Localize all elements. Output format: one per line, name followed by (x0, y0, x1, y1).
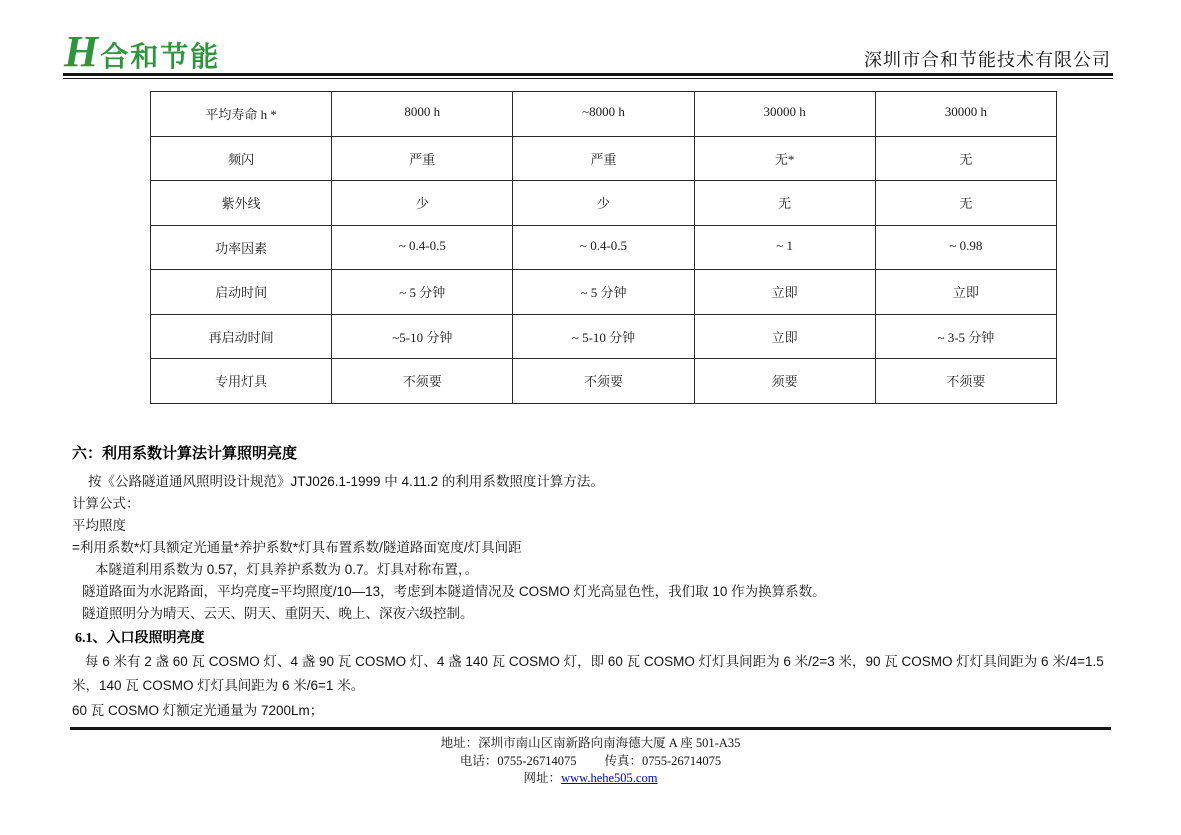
table-row (151, 181, 1057, 226)
table-row-label: 专用灯具 (151, 359, 332, 404)
table-cell: 无* (694, 136, 875, 181)
table-row (151, 225, 1057, 270)
table-cell: ~ 0.4-0.5 (332, 225, 513, 270)
table-cell: 不须要 (875, 359, 1056, 404)
website-link[interactable]: www.hehe505.com (561, 771, 658, 785)
footer-website (0, 770, 1181, 788)
paragraph-standard-reference: 按《公路隧道通风照明设计规范》JTJ026.1-1999 中 4.11.2 的利用系数照度计算方法。 (88, 474, 604, 489)
table-cell: 严重 (332, 136, 513, 181)
section-heading: 六：利用系数计算法计算照明亮度 (72, 445, 298, 462)
table-cell: 立即 (875, 270, 1056, 315)
table-cell: 少 (513, 181, 694, 226)
table-row (151, 359, 1057, 404)
table-cell: 30000 h (875, 92, 1056, 137)
footer-contacts (0, 753, 1181, 771)
table-row-label: 启动时间 (151, 270, 332, 315)
table-cell: 8000 h (332, 92, 513, 137)
table-cell: ~ 1 (694, 225, 875, 270)
footer-website-label: 网址： (523, 771, 562, 785)
table-cell: 不须要 (332, 359, 513, 404)
footer-divider (70, 727, 1111, 730)
table-cell: ~5-10 分钟 (332, 314, 513, 359)
paragraph-lumen-output: 60 瓦 COSMO 灯额定光通量为 7200Lm； (72, 703, 324, 718)
paragraph-lamp-spacing: 每 6 米有 2 盏 60 瓦 COSMO 灯、4 盏 90 瓦 COSMO 灯、4 盏 140 瓦 COSMO 灯，即 60 瓦 COSMO 灯灯具间距为 6 米/2=3 米，90 瓦 COSMO 灯灯具间距为 6 米/4=1.5 米，140 瓦 COSMO 灯灯具间距为 6 米/6=1 米。 (72, 654, 1104, 693)
paragraph-formula: =利用系数*灯具额定光通量*养护系数*灯具布置系数/隧道路面宽度/灯具间距 (72, 540, 522, 555)
table-row (151, 136, 1057, 181)
table-cell: ~ 3-5 分钟 (875, 314, 1056, 359)
paragraph-road-surface: 隧道路面为水泥路面，平均亮度=平均照度/10—13，考虑到本隧道情况及 COSMO 灯光高显色性，我们取 10 作为换算系数。 (82, 584, 826, 599)
footer-phone: 电话：0755-26714075 (459, 753, 577, 768)
lamp-comparison-table (150, 91, 1057, 404)
table-row-label: 功率因素 (151, 225, 332, 270)
table-cell: ~ 0.98 (875, 225, 1056, 270)
table-cell: ~8000 h (513, 92, 694, 137)
header-divider (63, 73, 1113, 79)
table-cell: 少 (332, 181, 513, 226)
table-cell: 须要 (694, 359, 875, 404)
table-cell: 严重 (513, 136, 694, 181)
footer-fax: 传真：0755-26714075 (604, 753, 722, 768)
table-row (151, 92, 1057, 137)
footer-address: 地址：深圳市南山区南新路向南海德大厦 A 座 501-A35 (440, 736, 741, 750)
table-cell: 无 (875, 136, 1056, 181)
paragraph-formula-label: 计算公式： (72, 496, 140, 511)
table-row (151, 314, 1057, 359)
table-cell: 30000 h (694, 92, 875, 137)
table-cell: ~ 5-10 分钟 (513, 314, 694, 359)
paragraph-coefficients: 本隧道利用系数为 0.57，灯具养护系数为 0.7。灯具对称布置，。 (95, 562, 479, 577)
table-cell: 无 (694, 181, 875, 226)
table-row-label: 频闪 (151, 136, 332, 181)
paragraph-lighting-levels: 隧道照明分为晴天、云天、阴天、重阴天、晚上、深夜六级控制。 (82, 606, 474, 621)
table-cell: 立即 (694, 314, 875, 359)
table-row-label: 紫外线 (151, 181, 332, 226)
subsection-heading: 6.1、入口段照明亮度 (75, 631, 205, 646)
table-row-label: 平均寿命 h * (151, 92, 332, 137)
paragraph-avg-illuminance: 平均照度 (72, 518, 126, 533)
logo-h-icon: H (64, 27, 97, 76)
table-cell: 不须要 (513, 359, 694, 404)
logo-text: 合和节能 (100, 41, 221, 72)
table-cell: ~ 0.4-0.5 (513, 225, 694, 270)
table-cell: 立即 (694, 270, 875, 315)
table-cell: ~ 5 分钟 (513, 270, 694, 315)
table-row-label: 再启动时间 (151, 314, 332, 359)
table-cell: ~ 5 分钟 (332, 270, 513, 315)
table-cell: 无 (875, 181, 1056, 226)
table-row (151, 270, 1057, 315)
company-logo (64, 27, 221, 76)
company-name: 深圳市合和节能技术有限公司 (864, 50, 1111, 70)
footer (0, 735, 1181, 788)
